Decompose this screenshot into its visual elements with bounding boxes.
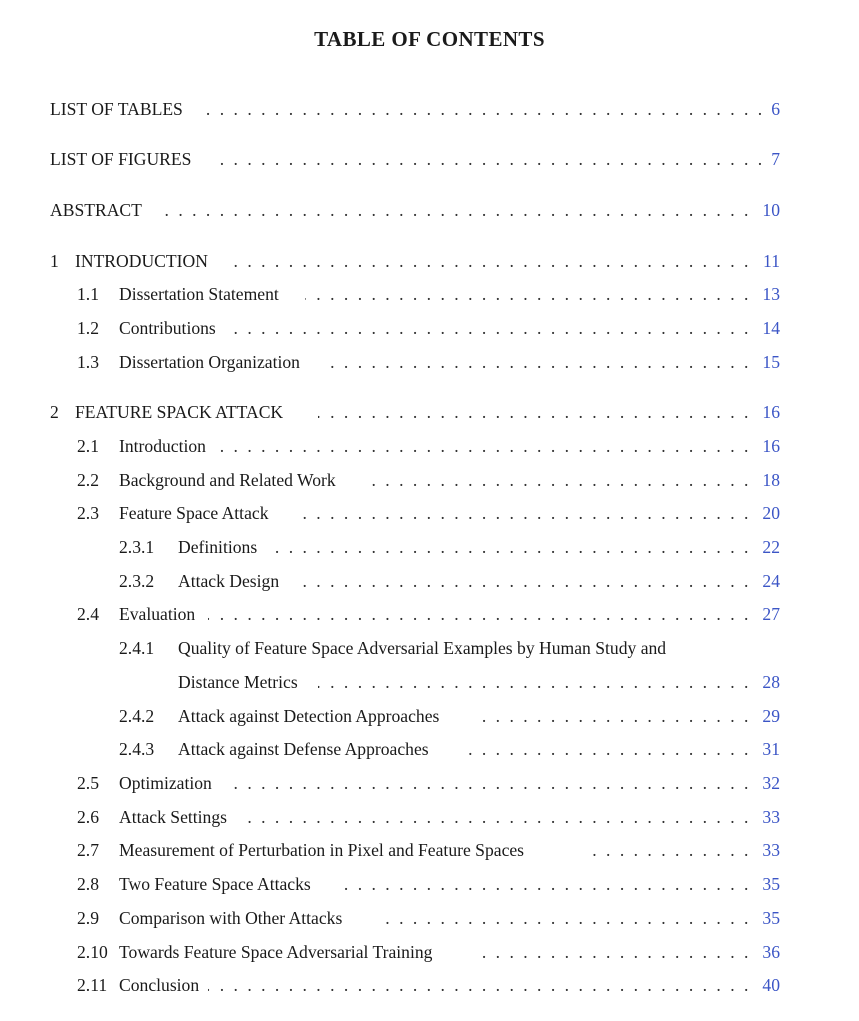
toc-subsection[interactable] <box>0 736 859 762</box>
toc-page-number[interactable]: 16 <box>756 399 780 425</box>
toc-page-number[interactable]: 22 <box>756 534 780 560</box>
toc-section[interactable] <box>0 349 859 375</box>
toc-entry-title: Dissertation Organization <box>119 349 306 375</box>
dot-leader <box>367 467 776 493</box>
dot-leader <box>228 770 776 796</box>
toc-subsection[interactable] <box>0 534 859 560</box>
dot-leader <box>208 601 776 627</box>
toc-number: 2.7 <box>77 837 105 863</box>
toc-number: 2.4.2 <box>119 703 160 729</box>
toc-number: 1.2 <box>77 315 105 341</box>
toc-entry-title: Introduction <box>119 433 212 459</box>
dot-leader <box>380 905 776 931</box>
toc-page-number[interactable]: 18 <box>756 467 780 493</box>
toc-entry-title: LIST OF TABLES <box>50 96 189 122</box>
toc-section[interactable] <box>0 972 859 998</box>
toc-page-number[interactable]: 14 <box>756 315 780 341</box>
toc-entry-title: Conclusion <box>119 972 205 998</box>
toc-number: 2.3.1 <box>119 534 160 560</box>
toc-page-number[interactable]: 31 <box>756 736 780 762</box>
dot-leader <box>266 534 776 560</box>
toc-number: 2.2 <box>77 467 105 493</box>
toc-number: 2 <box>50 399 65 425</box>
toc-chapter[interactable] <box>0 399 859 425</box>
toc-entry-title: Definitions <box>178 534 263 560</box>
dot-leader <box>220 433 776 459</box>
toc-entry[interactable] <box>0 96 859 122</box>
toc-entry-title: Two Feature Space Attacks <box>119 871 317 897</box>
toc-entry-title: Evaluation <box>119 601 201 627</box>
toc-page-number[interactable]: 15 <box>756 349 780 375</box>
toc-number: 2.4 <box>77 601 105 627</box>
toc-page-number[interactable]: 16 <box>756 433 780 459</box>
toc-page-number[interactable]: 35 <box>756 871 780 897</box>
toc-section[interactable] <box>0 315 859 341</box>
toc-number: 2.3.2 <box>119 568 160 594</box>
toc-page-number[interactable]: 20 <box>756 500 780 526</box>
toc-entry-title: Dissertation Statement <box>119 281 285 307</box>
toc-page-number[interactable]: 32 <box>756 770 780 796</box>
toc-subsection-line2[interactable] <box>0 669 859 695</box>
toc-page-number[interactable]: 28 <box>756 669 780 695</box>
dot-leader <box>318 669 776 695</box>
toc-number: 2.11 <box>77 972 113 998</box>
toc-subsection-line1[interactable] <box>0 635 859 661</box>
dot-leader <box>293 500 776 526</box>
toc-page-number[interactable]: 10 <box>756 197 780 223</box>
dot-leader <box>293 568 776 594</box>
page-title: TABLE OF CONTENTS <box>314 27 545 51</box>
dot-leader <box>305 281 776 307</box>
toc-page-number[interactable]: 27 <box>756 601 780 627</box>
toc-entry-title: Towards Feature Space Adversarial Training <box>119 939 438 965</box>
dot-leader <box>318 399 776 425</box>
toc-section[interactable] <box>0 281 859 307</box>
toc-entry-title: Quality of Feature Space Adversarial Examples by Human Study and <box>178 635 672 661</box>
toc-page-number[interactable]: 24 <box>756 568 780 594</box>
dot-leader <box>160 197 776 223</box>
dot-leader <box>462 736 776 762</box>
toc-section[interactable] <box>0 601 859 627</box>
toc-number: 2.4.3 <box>119 736 160 762</box>
toc-number: 2.1 <box>77 433 105 459</box>
dot-leader <box>328 349 776 375</box>
toc-section[interactable] <box>0 770 859 796</box>
toc-page-number[interactable]: 33 <box>756 804 780 830</box>
dot-leader <box>215 146 776 172</box>
toc-section[interactable] <box>0 433 859 459</box>
toc-entry-title: Background and Related Work <box>119 467 342 493</box>
toc-page-number[interactable]: 7 <box>765 146 780 172</box>
toc-number: 2.4.1 <box>119 635 160 661</box>
dot-leader <box>232 315 776 341</box>
toc-number: 2.5 <box>77 770 105 796</box>
toc-page-number[interactable]: 36 <box>756 939 780 965</box>
toc-section[interactable] <box>0 939 859 965</box>
dot-leader <box>586 837 776 863</box>
dot-leader <box>208 972 776 998</box>
toc-entry-title: Comparison with Other Attacks <box>119 905 348 931</box>
toc-subsection[interactable] <box>0 568 859 594</box>
toc-section[interactable] <box>0 804 859 830</box>
toc-page-number[interactable]: 13 <box>756 281 780 307</box>
toc-page-number[interactable]: 40 <box>756 972 780 998</box>
dot-leader <box>476 939 776 965</box>
toc-chapter[interactable] <box>0 248 859 274</box>
toc-entry-title: LIST OF FIGURES <box>50 146 197 172</box>
toc-page-number[interactable]: 33 <box>756 837 780 863</box>
toc-page-number[interactable]: 11 <box>757 248 780 274</box>
toc-number: 2.8 <box>77 871 105 897</box>
toc-number: 1.3 <box>77 349 105 375</box>
toc-entry-title: FEATURE SPACK ATTACK <box>75 399 289 425</box>
toc-entry-title: Contributions <box>119 315 222 341</box>
toc-entry-title: Measurement of Perturbation in Pixel and Feature Spaces <box>119 837 530 863</box>
toc-section[interactable] <box>0 871 859 897</box>
toc-entry-title: Feature Space Attack <box>119 500 275 526</box>
toc-section[interactable] <box>0 837 859 863</box>
toc-number: 1 <box>50 248 65 274</box>
toc-section[interactable] <box>0 467 859 493</box>
toc-number: 2.6 <box>77 804 105 830</box>
toc-entry-title: Optimization <box>119 770 218 796</box>
dot-leader <box>246 804 776 830</box>
dot-leader <box>228 248 776 274</box>
dot-leader <box>205 96 776 122</box>
toc-page-number[interactable]: 6 <box>765 96 780 122</box>
toc-number: 2.10 <box>77 939 114 965</box>
toc-subsection[interactable] <box>0 703 859 729</box>
toc-entry-title-continued: Distance Metrics <box>178 669 304 695</box>
toc-entry-title: Attack against Detection Approaches <box>178 703 445 729</box>
toc-number: 2.9 <box>77 905 105 931</box>
toc-section[interactable] <box>0 500 859 526</box>
toc-number: 2.3 <box>77 500 105 526</box>
dot-leader <box>478 703 776 729</box>
dot-leader <box>339 871 776 897</box>
toc-page-number[interactable]: 29 <box>756 703 780 729</box>
toc-entry[interactable] <box>0 146 859 172</box>
toc-entry-title: Attack Design <box>178 568 285 594</box>
toc-page-number[interactable]: 35 <box>756 905 780 931</box>
toc-section[interactable] <box>0 905 859 931</box>
toc-entry-title: Attack Settings <box>119 804 233 830</box>
toc-number: 1.1 <box>77 281 105 307</box>
toc-entry-title: Attack against Defense Approaches <box>178 736 435 762</box>
toc-entry[interactable] <box>0 197 859 223</box>
toc-entry-title: INTRODUCTION <box>75 248 214 274</box>
toc-entry-title: ABSTRACT <box>50 197 148 223</box>
